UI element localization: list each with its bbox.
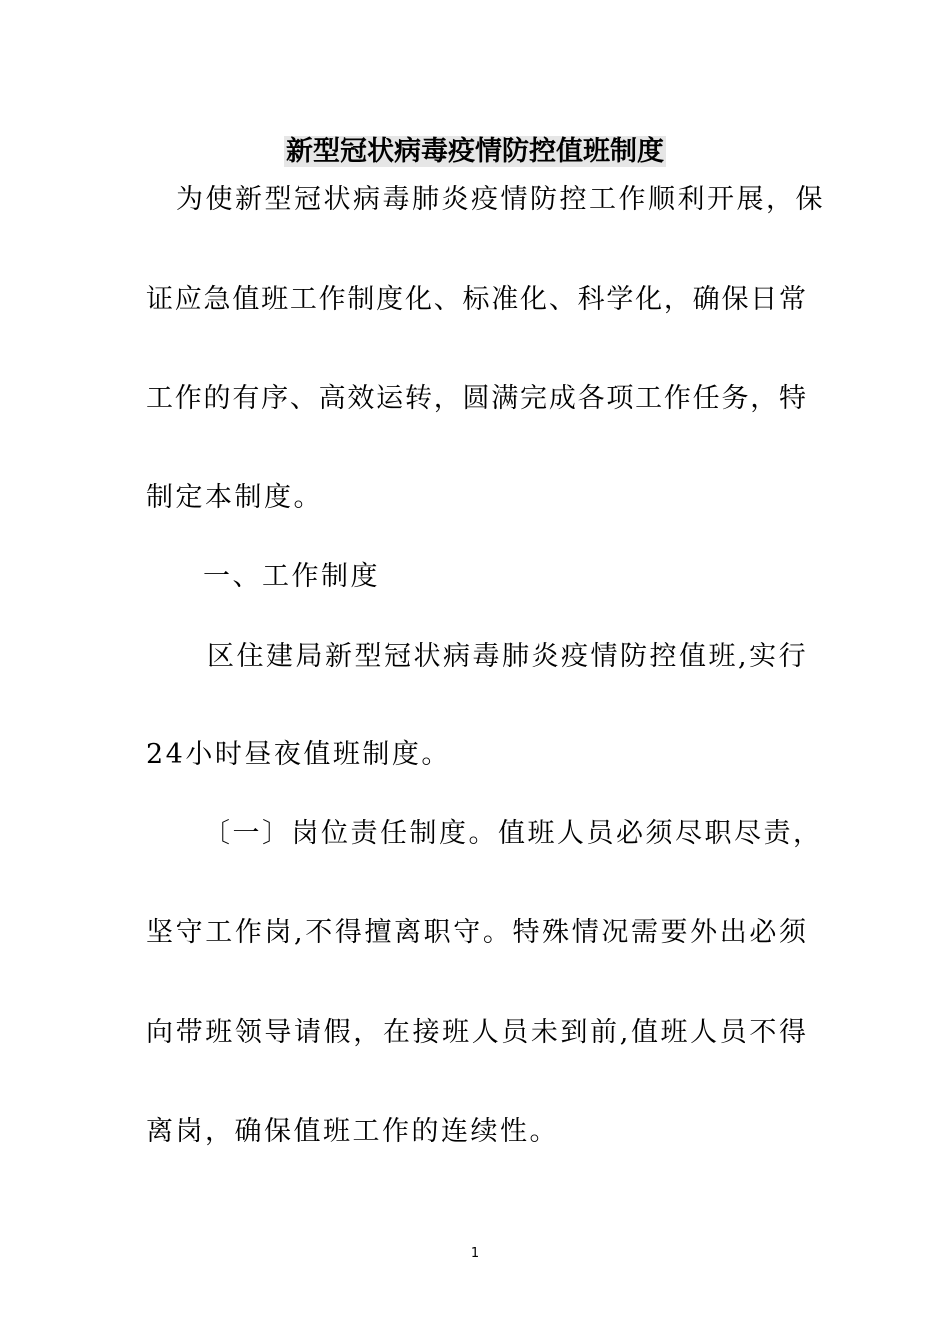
paragraph-line: 坚守工作岗,不得擅离职守。特殊情况需要外出必须: [146, 917, 806, 948]
document-title: 新型冠状病毒疫情防控值班制度: [286, 136, 664, 167]
page-number: 1: [470, 1246, 480, 1261]
paragraph-line: 制定本制度。: [146, 482, 323, 513]
paragraph-line: 离岗，确保值班工作的连续性。: [146, 1116, 559, 1147]
section-heading: 一、工作制度: [203, 561, 380, 592]
paragraph-line: 证应急值班工作制度化、标准化、科学化，确保日常: [146, 284, 806, 315]
paragraph-line: 工作的有序、高效运转，圆满完成各项工作任务，特: [146, 383, 806, 414]
paragraph-line: 〔一〕岗位责任制度。值班人员必须尽职尽责，: [203, 818, 823, 849]
paragraph-line: 向带班领导请假，在接班人员未到前,值班人员不得: [146, 1017, 806, 1048]
paragraph-line: 区住建局新型冠状病毒肺炎疫情防控值班,实行: [207, 641, 809, 672]
paragraph-line: 24小时昼夜值班制度。: [146, 739, 451, 770]
paragraph-line: 为使新型冠状病毒肺炎疫情防控工作顺利开展，保: [176, 184, 825, 215]
